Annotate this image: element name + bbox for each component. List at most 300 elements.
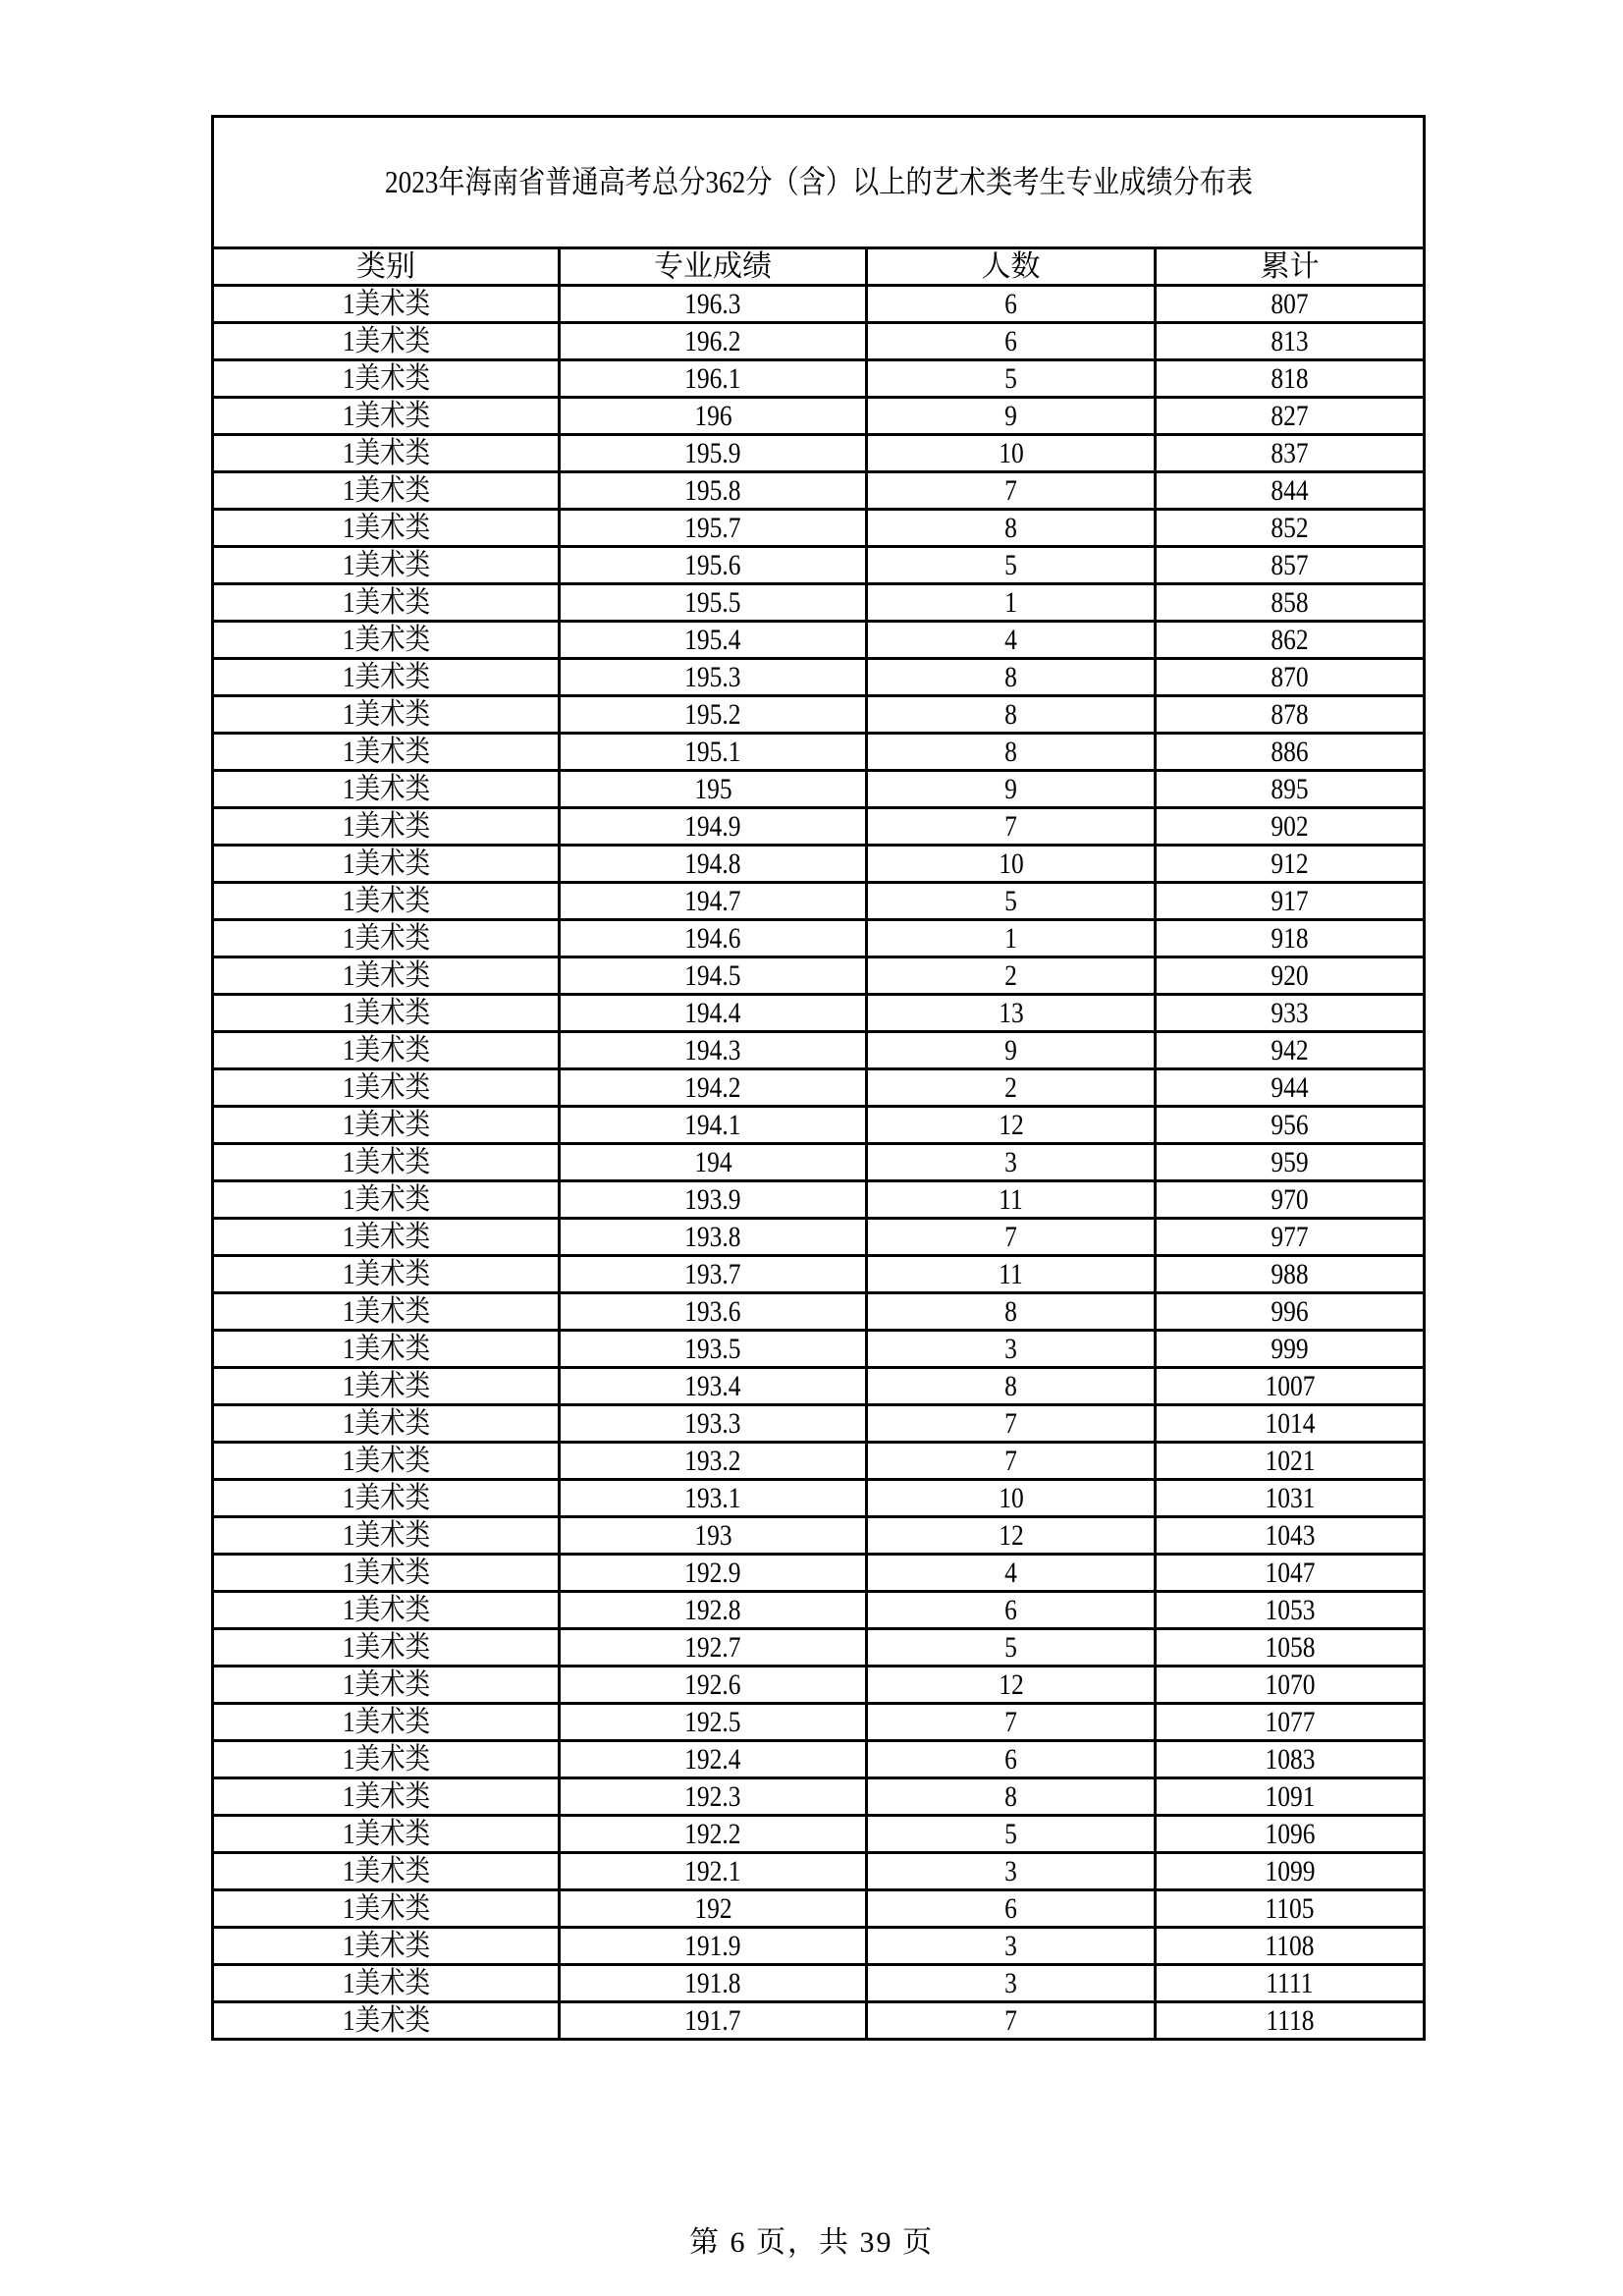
cell-score-text: 195.1 xyxy=(684,736,741,768)
table-row xyxy=(213,286,1425,323)
cell-cumulative-text: 818 xyxy=(1271,362,1309,395)
cell-score xyxy=(560,771,867,808)
cell-score-text: 196.2 xyxy=(684,325,741,357)
cell-cumulative-text: 912 xyxy=(1271,847,1309,880)
cell-category xyxy=(213,1368,560,1405)
cell-category-text: 1美术类 xyxy=(342,997,430,1029)
cell-score xyxy=(560,622,867,659)
cell-cumulative xyxy=(1156,883,1425,920)
cell-category xyxy=(213,1741,560,1778)
cell-cumulative-text: 956 xyxy=(1271,1109,1309,1141)
cell-count-text: 6 xyxy=(1004,1743,1017,1776)
cell-cumulative xyxy=(1156,995,1425,1032)
cell-cumulative xyxy=(1156,1443,1425,1480)
cell-cumulative-text: 999 xyxy=(1271,1333,1309,1365)
cell-cumulative-text: 813 xyxy=(1271,325,1309,357)
cell-count-text: 8 xyxy=(1004,736,1017,768)
cell-category xyxy=(213,696,560,734)
cell-score-text: 194.3 xyxy=(684,1034,741,1066)
title-row xyxy=(213,117,1425,248)
cell-count xyxy=(867,1443,1156,1480)
cell-count xyxy=(867,920,1156,957)
cell-cumulative-text: 844 xyxy=(1271,474,1309,507)
cell-score-text: 191.9 xyxy=(684,1930,741,1962)
table-row xyxy=(213,659,1425,696)
cell-score xyxy=(560,1928,867,1965)
cell-count-text: 5 xyxy=(1004,549,1017,581)
cell-cumulative-text: 918 xyxy=(1271,922,1309,955)
cell-cumulative-text: 1021 xyxy=(1265,1445,1315,1477)
cell-category xyxy=(213,1890,560,1928)
table-row xyxy=(213,584,1425,622)
cell-count-text: 4 xyxy=(1004,624,1017,656)
cell-category-text: 1美术类 xyxy=(342,400,430,432)
cell-category xyxy=(213,1331,560,1368)
cell-cumulative xyxy=(1156,584,1425,622)
cell-score-text: 194.5 xyxy=(684,959,741,992)
cell-score-text: 193.1 xyxy=(684,1482,741,1514)
table-row xyxy=(213,398,1425,435)
cell-count-text: 12 xyxy=(998,1519,1024,1552)
table-row xyxy=(213,1629,1425,1667)
cell-score xyxy=(560,1256,867,1293)
cell-category xyxy=(213,957,560,995)
cell-score xyxy=(560,510,867,547)
cell-cumulative xyxy=(1156,1667,1425,1704)
cell-score xyxy=(560,547,867,584)
cell-score-text: 193.8 xyxy=(684,1221,741,1253)
cell-count xyxy=(867,1517,1156,1555)
cell-cumulative-text: 1053 xyxy=(1265,1594,1315,1626)
cell-score xyxy=(560,1816,867,1853)
table-row xyxy=(213,771,1425,808)
cell-score xyxy=(560,1555,867,1592)
cell-count xyxy=(867,1032,1156,1069)
cell-cumulative xyxy=(1156,1256,1425,1293)
cell-category xyxy=(213,398,560,435)
cell-category-text: 1美术类 xyxy=(342,1482,430,1514)
cell-count xyxy=(867,360,1156,398)
cell-category-text: 1美术类 xyxy=(342,847,430,880)
cell-category xyxy=(213,771,560,808)
cell-score-text: 193.5 xyxy=(684,1333,741,1365)
cell-score-text: 192.9 xyxy=(684,1557,741,1589)
cell-score-text: 192.7 xyxy=(684,1631,741,1664)
cell-category-text: 1美术类 xyxy=(342,549,430,581)
cell-cumulative-text: 933 xyxy=(1271,997,1309,1029)
cell-score xyxy=(560,1405,867,1443)
cell-count-text: 3 xyxy=(1004,1855,1017,1887)
cell-count xyxy=(867,1331,1156,1368)
cell-score xyxy=(560,1890,867,1928)
cell-cumulative xyxy=(1156,1219,1425,1256)
cell-score-text: 196.3 xyxy=(684,288,741,320)
cell-cumulative xyxy=(1156,659,1425,696)
table-row xyxy=(213,1890,1425,1928)
cell-category xyxy=(213,1853,560,1890)
cell-category-text: 1美术类 xyxy=(342,474,430,507)
table-row xyxy=(213,622,1425,659)
cell-category xyxy=(213,1181,560,1219)
cell-score-text: 194 xyxy=(693,1146,732,1178)
cell-category xyxy=(213,1443,560,1480)
cell-category-text: 1美术类 xyxy=(342,885,430,917)
cell-cumulative-text: 827 xyxy=(1271,400,1309,432)
cell-category xyxy=(213,1144,560,1181)
cell-count xyxy=(867,510,1156,547)
table-title-text: 2023年海南省普通高考总分362分（含）以上的艺术类考生专业成绩分布表 xyxy=(384,164,1253,199)
cell-cumulative xyxy=(1156,1555,1425,1592)
cell-cumulative xyxy=(1156,323,1425,360)
cell-category xyxy=(213,1778,560,1816)
cell-category-text: 1美术类 xyxy=(342,1930,430,1962)
cell-count xyxy=(867,1629,1156,1667)
cell-cumulative-text: 920 xyxy=(1271,959,1309,992)
cell-category xyxy=(213,1592,560,1629)
cell-cumulative xyxy=(1156,360,1425,398)
cell-count-text: 5 xyxy=(1004,362,1017,395)
cell-cumulative xyxy=(1156,398,1425,435)
cell-score-text: 194.8 xyxy=(684,847,741,880)
cell-cumulative xyxy=(1156,1890,1425,1928)
cell-score-text: 193.3 xyxy=(684,1407,741,1440)
cell-count xyxy=(867,1256,1156,1293)
cell-score-text: 193.9 xyxy=(684,1183,741,1216)
cell-score-text: 191.8 xyxy=(684,1967,741,1999)
cell-cumulative-text: 988 xyxy=(1271,1258,1309,1290)
cell-count-text: 7 xyxy=(1004,810,1017,843)
cell-cumulative-text: 977 xyxy=(1271,1221,1309,1253)
cell-cumulative-text: 878 xyxy=(1271,698,1309,731)
cell-category-text: 1美术类 xyxy=(342,325,430,357)
cell-count xyxy=(867,584,1156,622)
cell-count xyxy=(867,1853,1156,1890)
cell-score-text: 192.8 xyxy=(684,1594,741,1626)
cell-count xyxy=(867,1480,1156,1517)
cell-category-text: 1美术类 xyxy=(342,288,430,320)
cell-score xyxy=(560,808,867,846)
cell-category xyxy=(213,1219,560,1256)
cell-count xyxy=(867,1555,1156,1592)
cell-score xyxy=(560,1144,867,1181)
cell-count-text: 6 xyxy=(1004,1594,1017,1626)
cell-score-text: 195 xyxy=(693,773,732,805)
cell-score-text: 192.4 xyxy=(684,1743,741,1776)
cell-score xyxy=(560,1853,867,1890)
cell-count-text: 1 xyxy=(1004,922,1017,955)
cell-score-text: 194.2 xyxy=(684,1071,741,1104)
table-row xyxy=(213,1368,1425,1405)
cell-score-text: 195.3 xyxy=(684,661,741,693)
cell-cumulative xyxy=(1156,1741,1425,1778)
cell-count xyxy=(867,734,1156,771)
cell-category xyxy=(213,1667,560,1704)
cell-cumulative xyxy=(1156,622,1425,659)
table-row xyxy=(213,846,1425,883)
cell-category xyxy=(213,1517,560,1555)
cell-count-text: 3 xyxy=(1004,1146,1017,1178)
table-row xyxy=(213,1517,1425,1555)
cell-score-text: 195.7 xyxy=(684,512,741,544)
cell-cumulative xyxy=(1156,1032,1425,1069)
cell-score xyxy=(560,286,867,323)
cell-cumulative xyxy=(1156,920,1425,957)
table-row xyxy=(213,1293,1425,1331)
cell-cumulative xyxy=(1156,1107,1425,1144)
cell-cumulative-text: 959 xyxy=(1271,1146,1309,1178)
cell-count-text: 11 xyxy=(999,1183,1023,1216)
cell-count-text: 3 xyxy=(1004,1333,1017,1365)
cell-category-text: 1美术类 xyxy=(342,2004,430,2037)
cell-score xyxy=(560,1480,867,1517)
table-row xyxy=(213,1443,1425,1480)
cell-category xyxy=(213,1555,560,1592)
cell-count xyxy=(867,622,1156,659)
cell-score xyxy=(560,659,867,696)
header-count: 人数 xyxy=(867,248,1156,286)
cell-score xyxy=(560,1293,867,1331)
cell-score-text: 193.6 xyxy=(684,1295,741,1328)
cell-score xyxy=(560,1181,867,1219)
cell-count-text: 2 xyxy=(1004,959,1017,992)
cell-score xyxy=(560,883,867,920)
table-row xyxy=(213,360,1425,398)
cell-score-text: 195.5 xyxy=(684,586,741,619)
cell-cumulative xyxy=(1156,1816,1425,1853)
cell-category xyxy=(213,734,560,771)
cell-score xyxy=(560,1107,867,1144)
table-row xyxy=(213,808,1425,846)
cell-score xyxy=(560,1032,867,1069)
cell-count-text: 8 xyxy=(1004,698,1017,731)
cell-category xyxy=(213,622,560,659)
table-row xyxy=(213,696,1425,734)
header-category: 类别 xyxy=(213,248,560,286)
cell-cumulative xyxy=(1156,510,1425,547)
table-row xyxy=(213,734,1425,771)
cell-count-text: 9 xyxy=(1004,1034,1017,1066)
cell-category xyxy=(213,435,560,472)
cell-score xyxy=(560,846,867,883)
cell-cumulative xyxy=(1156,1368,1425,1405)
cell-count xyxy=(867,1704,1156,1741)
cell-count xyxy=(867,1965,1156,2002)
cell-score-text: 194.1 xyxy=(684,1109,741,1141)
cell-category xyxy=(213,510,560,547)
cell-cumulative-text: 1105 xyxy=(1265,1892,1315,1925)
cell-cumulative xyxy=(1156,1928,1425,1965)
table-row xyxy=(213,1592,1425,1629)
cell-cumulative-text: 1007 xyxy=(1265,1370,1315,1402)
cell-score-text: 196.1 xyxy=(684,362,741,395)
cell-score xyxy=(560,360,867,398)
cell-cumulative xyxy=(1156,696,1425,734)
cell-category xyxy=(213,1965,560,2002)
cell-score xyxy=(560,1331,867,1368)
table-title xyxy=(213,117,1425,248)
cell-cumulative-text: 1083 xyxy=(1265,1743,1315,1776)
cell-category-text: 1美术类 xyxy=(342,1071,430,1104)
cell-cumulative-text: 944 xyxy=(1271,1071,1309,1104)
cell-category xyxy=(213,995,560,1032)
cell-category xyxy=(213,846,560,883)
cell-count-text: 1 xyxy=(1004,586,1017,619)
cell-score xyxy=(560,2002,867,2040)
cell-category-text: 1美术类 xyxy=(342,1631,430,1664)
cell-count-text: 8 xyxy=(1004,1780,1017,1813)
cell-count-text: 5 xyxy=(1004,1631,1017,1664)
cell-count-text: 7 xyxy=(1004,1407,1017,1440)
cell-category-text: 1美术类 xyxy=(342,362,430,395)
cell-cumulative xyxy=(1156,2002,1425,2040)
cell-count xyxy=(867,1816,1156,1853)
cell-count xyxy=(867,323,1156,360)
cell-cumulative xyxy=(1156,808,1425,846)
cell-category-text: 1美术类 xyxy=(342,1445,430,1477)
cell-count xyxy=(867,472,1156,510)
cell-count xyxy=(867,659,1156,696)
cell-category-text: 1美术类 xyxy=(342,1370,430,1402)
cell-count xyxy=(867,1144,1156,1181)
cell-cumulative xyxy=(1156,1853,1425,1890)
cell-cumulative-text: 886 xyxy=(1271,736,1309,768)
cell-count xyxy=(867,1219,1156,1256)
cell-score-text: 191.7 xyxy=(684,2004,741,2037)
cell-cumulative xyxy=(1156,1480,1425,1517)
cell-count-text: 9 xyxy=(1004,400,1017,432)
cell-count-text: 12 xyxy=(998,1109,1024,1141)
cell-cumulative xyxy=(1156,846,1425,883)
cell-cumulative-text: 1047 xyxy=(1265,1557,1315,1589)
cell-score xyxy=(560,1069,867,1107)
cell-score xyxy=(560,1965,867,2002)
cell-score xyxy=(560,1778,867,1816)
cell-count xyxy=(867,883,1156,920)
cell-category-text: 1美术类 xyxy=(342,661,430,693)
cell-category-text: 1美术类 xyxy=(342,1295,430,1328)
cell-count-text: 2 xyxy=(1004,1071,1017,1104)
cell-cumulative-text: 1111 xyxy=(1266,1967,1314,1999)
cell-cumulative-text: 1043 xyxy=(1265,1519,1315,1552)
cell-score-text: 194.6 xyxy=(684,922,741,955)
cell-cumulative-text: 895 xyxy=(1271,773,1309,805)
cell-category-text: 1美术类 xyxy=(342,1668,430,1701)
cell-count-text: 10 xyxy=(998,437,1024,469)
cell-category xyxy=(213,547,560,584)
cell-score-text: 192.2 xyxy=(684,1818,741,1850)
cell-category-text: 1美术类 xyxy=(342,1109,430,1141)
cell-category-text: 1美术类 xyxy=(342,1221,430,1253)
cell-count-text: 8 xyxy=(1004,512,1017,544)
cell-category xyxy=(213,920,560,957)
table-row xyxy=(213,1256,1425,1293)
cell-count xyxy=(867,1181,1156,1219)
table-row xyxy=(213,1032,1425,1069)
cell-score-text: 193.7 xyxy=(684,1258,741,1290)
cell-count xyxy=(867,995,1156,1032)
cell-category-text: 1美术类 xyxy=(342,1146,430,1178)
cell-score-text: 196 xyxy=(693,400,732,432)
cell-category xyxy=(213,286,560,323)
cell-cumulative-text: 1108 xyxy=(1265,1930,1315,1962)
cell-cumulative-text: 807 xyxy=(1271,288,1309,320)
cell-cumulative xyxy=(1156,1704,1425,1741)
cell-cumulative xyxy=(1156,547,1425,584)
cell-count-text: 9 xyxy=(1004,773,1017,805)
cell-category-text: 1美术类 xyxy=(342,1258,430,1290)
table-row xyxy=(213,1965,1425,2002)
cell-category xyxy=(213,1405,560,1443)
table-row xyxy=(213,2002,1425,2040)
cell-score xyxy=(560,1667,867,1704)
cell-cumulative xyxy=(1156,1331,1425,1368)
table-row xyxy=(213,1816,1425,1853)
cell-count xyxy=(867,1592,1156,1629)
cell-count-text: 7 xyxy=(1004,1221,1017,1253)
cell-category xyxy=(213,1816,560,1853)
cell-score xyxy=(560,734,867,771)
table-row xyxy=(213,995,1425,1032)
cell-cumulative xyxy=(1156,1778,1425,1816)
cell-cumulative xyxy=(1156,1405,1425,1443)
table-row xyxy=(213,1181,1425,1219)
cell-count xyxy=(867,1778,1156,1816)
cell-count-text: 12 xyxy=(998,1668,1024,1701)
cell-cumulative-text: 862 xyxy=(1271,624,1309,656)
cell-cumulative xyxy=(1156,1517,1425,1555)
cell-score-text: 195.9 xyxy=(684,437,741,469)
cell-count-text: 6 xyxy=(1004,325,1017,357)
cell-category-text: 1美术类 xyxy=(342,1519,430,1552)
cell-category xyxy=(213,472,560,510)
cell-score-text: 194.9 xyxy=(684,810,741,843)
cell-category-text: 1美术类 xyxy=(342,1780,430,1813)
cell-count-text: 3 xyxy=(1004,1930,1017,1962)
cell-count xyxy=(867,1741,1156,1778)
table-row xyxy=(213,920,1425,957)
cell-cumulative-text: 996 xyxy=(1271,1295,1309,1328)
cell-category-text: 1美术类 xyxy=(342,810,430,843)
cell-cumulative-text: 1031 xyxy=(1265,1482,1315,1514)
cell-cumulative xyxy=(1156,734,1425,771)
cell-count xyxy=(867,1107,1156,1144)
table-row xyxy=(213,1853,1425,1890)
cell-category-text: 1美术类 xyxy=(342,922,430,955)
cell-count xyxy=(867,846,1156,883)
header-row xyxy=(213,248,1425,286)
page-footer: 第 6 页，共 39 页 xyxy=(689,2226,934,2259)
cell-category-text: 1美术类 xyxy=(342,437,430,469)
table-row xyxy=(213,510,1425,547)
cell-cumulative-text: 837 xyxy=(1271,437,1309,469)
table-row xyxy=(213,1667,1425,1704)
table-row xyxy=(213,1555,1425,1592)
cell-score xyxy=(560,435,867,472)
cell-score xyxy=(560,1443,867,1480)
cell-count xyxy=(867,1890,1156,1928)
cell-cumulative xyxy=(1156,1181,1425,1219)
cell-count xyxy=(867,398,1156,435)
cell-cumulative-text: 942 xyxy=(1271,1034,1309,1066)
cell-count-text: 8 xyxy=(1004,661,1017,693)
table-row xyxy=(213,1928,1425,1965)
cell-count-text: 7 xyxy=(1004,1445,1017,1477)
cell-score xyxy=(560,584,867,622)
cell-cumulative xyxy=(1156,1293,1425,1331)
cell-category-text: 1美术类 xyxy=(342,959,430,992)
cell-count xyxy=(867,547,1156,584)
cell-count-text: 8 xyxy=(1004,1370,1017,1402)
